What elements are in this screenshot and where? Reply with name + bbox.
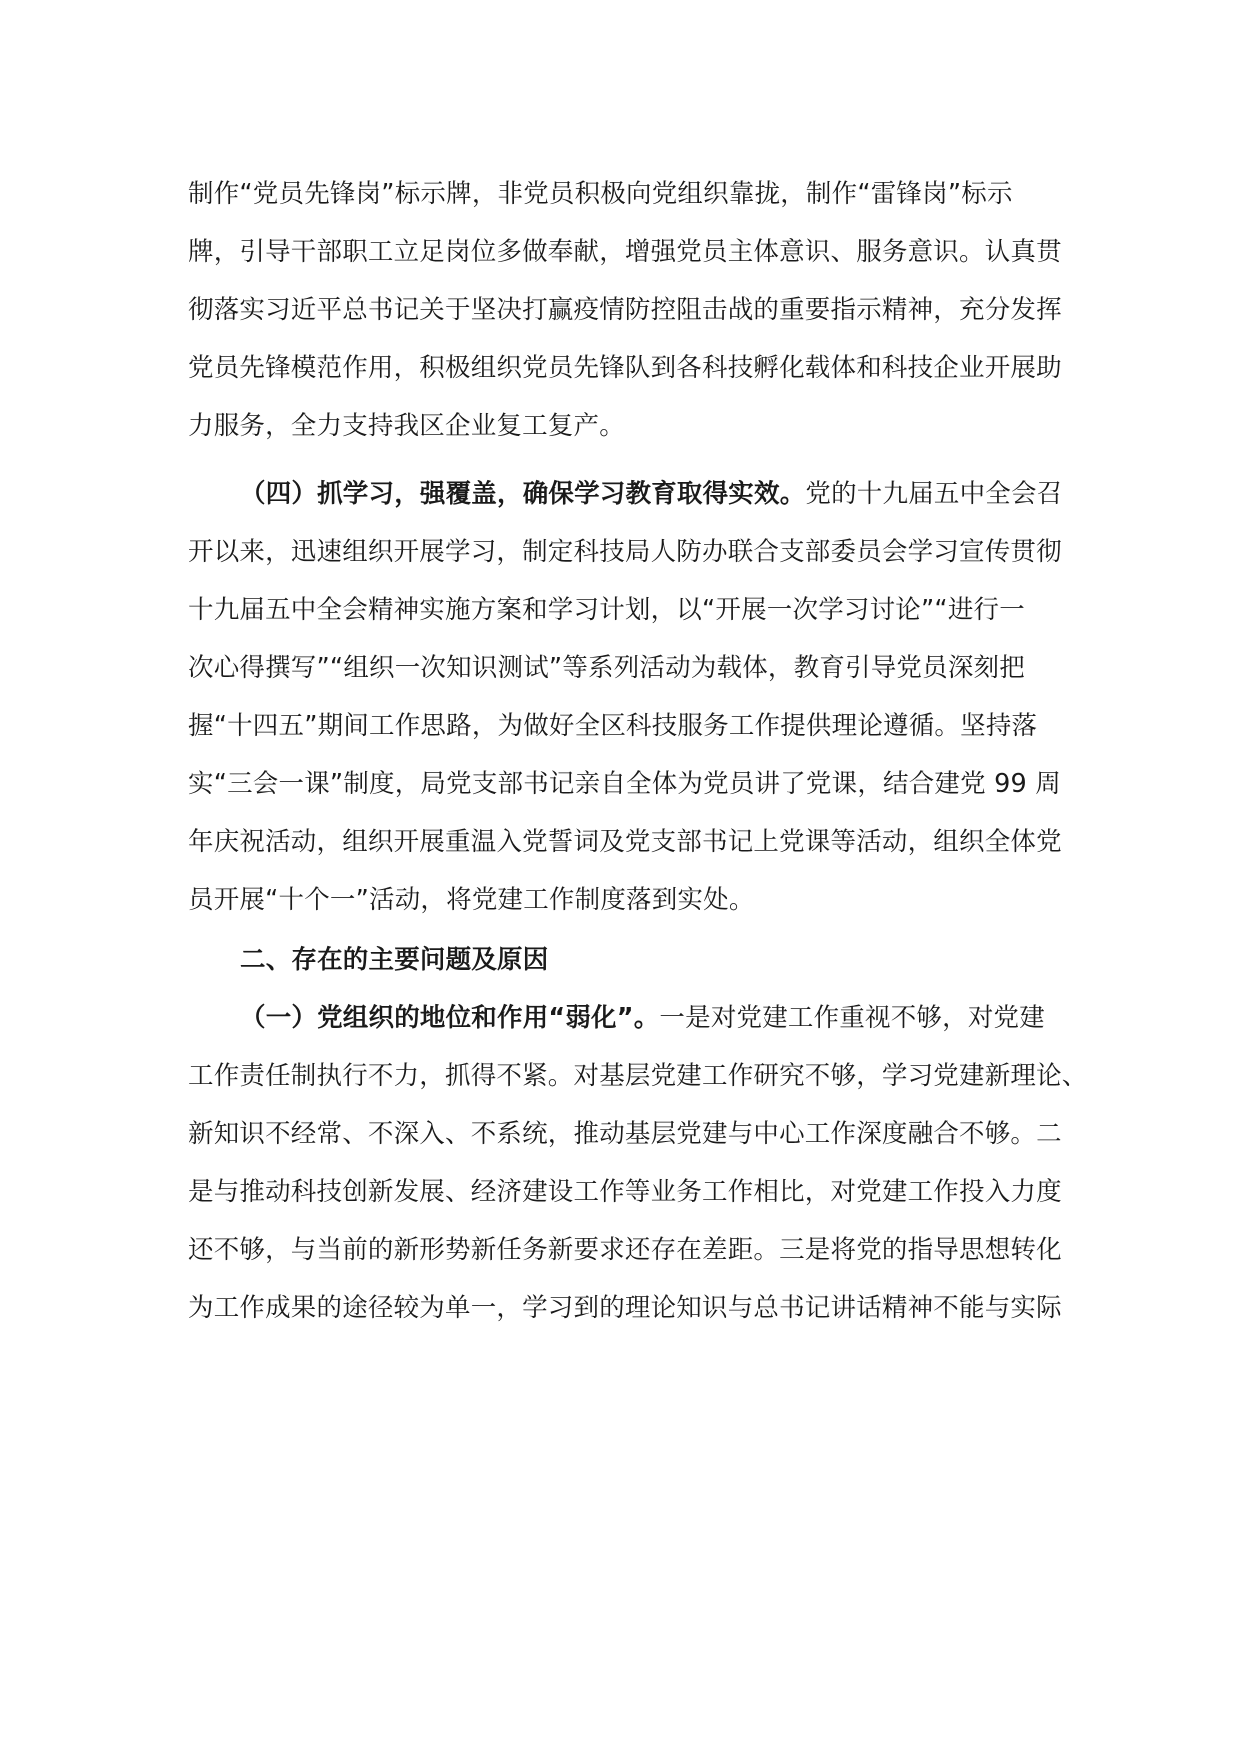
paragraph-3-line-5: 还不够，与当前的新形势新任务新要求还存在差距。三是将党的指导思想转化 (188, 1235, 1062, 1265)
paragraph-2-line-4: 次心得撰写”“组织一次知识测试”等系列活动为载体，教育引导党员深刻把 (188, 653, 1025, 683)
paragraph-2-line-7: 年庆祝活动，组织开展重温入党誓词及党支部书记上党课等活动，组织全体党 (188, 827, 1062, 857)
paragraph-2-line-5: 握“十四五”期间工作思路，为做好全区科技服务工作提供理论遵循。坚持落 (188, 711, 1038, 741)
paragraph-3-lead-rest: 一是对党建工作重视不够，对党建 (659, 1003, 1045, 1033)
paragraph-2-line-1 (240, 476, 1062, 512)
paragraph-2-line-6: 实“三会一课”制度，局党支部书记亲自全体为党员讲了党课，结合建党 99 周 (188, 769, 1061, 799)
paragraph-2-line-3: 十九届五中全会精神实施方案和学习计划，以“开展一次学习讨论”“进行一 (188, 595, 1025, 625)
paragraph-1-line-1: 制作“党员先锋岗”标示牌，非党员积极向党组织靠拢，制作“雷锋岗”标示 (188, 179, 1013, 209)
paragraph-3-line-1 (240, 1000, 1045, 1036)
paragraph-2-line-2: 开以来，迅速组织开展学习，制定科技局人防办联合支部委员会学习宣传贯彻 (188, 537, 1062, 567)
paragraph-3-line-4: 是与推动科技创新发展、经济建设工作等业务工作相比，对党建工作投入力度 (188, 1177, 1062, 1207)
section-heading: 二、存在的主要问题及原因 (240, 945, 549, 975)
paragraph-1-line-3: 彻落实习近平总书记关于坚决打赢疫情防控阻击战的重要指示精神，充分发挥 (188, 295, 1062, 325)
paragraph-1-line-5: 力服务，全力支持我区企业复工复产。 (188, 411, 625, 441)
paragraph-2-lead-rest: 党的十九届五中全会召 (805, 479, 1063, 509)
paragraph-1-line-4: 党员先锋模范作用，积极组织党员先锋队到各科技孵化载体和科技企业开展助 (188, 353, 1062, 383)
paragraph-3-line-6: 为工作成果的途径较为单一，学习到的理论知识与总书记讲话精神不能与实际 (188, 1293, 1062, 1323)
paragraph-2-lead-bold: （四）抓学习，强覆盖，确保学习教育取得实效。 (240, 479, 806, 509)
paragraph-3-line-3: 新知识不经常、不深入、不系统，推动基层党建与中心工作深度融合不够。二 (188, 1119, 1062, 1149)
paragraph-3-line-2: 工作责任制执行不力，抓得不紧。对基层党建工作研究不够，学习党建新理论、 (188, 1061, 1088, 1091)
paragraph-3-lead-bold: （一）党组织的地位和作用“弱化”。 (240, 1003, 660, 1033)
paragraph-2-line-8: 员开展“十个一”活动，将党建工作制度落到实处。 (188, 885, 755, 915)
paragraph-1-line-2: 牌，引导干部职工立足岗位多做奉献，增强党员主体意识、服务意识。认真贯 (188, 237, 1062, 267)
